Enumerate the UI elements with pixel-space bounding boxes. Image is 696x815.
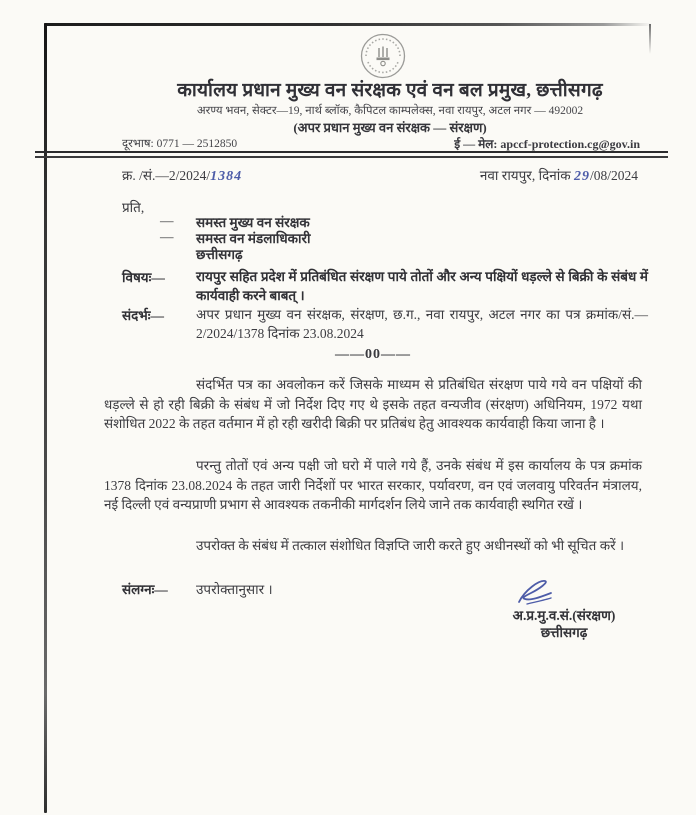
recipient-item: समस्त वन मंडलाधिकारी <box>196 231 311 246</box>
office-address: अरण्य भवन, सेक्टर—19, नार्थ ब्लॉक, कैपिटल काम्पलेक्स, नवा रायपुर, अटल नगर — 492002 <box>196 105 584 117</box>
section-separator: ——00—— <box>335 347 411 362</box>
header-divider <box>35 151 668 158</box>
recipient-bullet: — <box>160 213 174 228</box>
phone-number: दूरभाष: 0771 — 2512850 <box>122 138 238 150</box>
email-address: ई — मेल: apccf-protection.cg@gov.in <box>454 137 640 151</box>
letter-number <box>122 166 242 185</box>
letter-number-prefix: क्र. /सं.—2/2024/ <box>122 168 211 183</box>
subject-text: रायपुर सहित प्रदेश में प्रतिबंधित संरक्षण पाये तोतों और अन्य पक्षियों धड़ल्ले से बिक्री के संबंध में कार्यवाही करने बाबत् । <box>196 269 648 303</box>
recipient-item: समस्त मुख्य वन संरक्षक <box>196 215 310 230</box>
enclosure-text: उपरोक्तानुसार । <box>196 582 273 597</box>
reference-label: संदर्भः— <box>122 308 165 323</box>
scan-edge-top <box>44 23 652 26</box>
scan-edge-corner <box>649 24 651 54</box>
scan-edge-left <box>44 23 47 813</box>
recipient-bullet: — <box>160 229 174 244</box>
office-title: कार्यालय प्रधान मुख्य वन संरक्षक एवं वन बल प्रमुख, छत्तीसगढ़ <box>177 80 603 101</box>
place-date-prefix: नवा रायपुर, दिनांक <box>479 168 574 183</box>
letter-number-handwritten: 1384 <box>210 169 243 184</box>
date-rest: /08/2024 <box>589 168 638 183</box>
sub-office-title: (अपर प्रधान मुख्य वन संरक्षक — संरक्षण) <box>293 120 487 135</box>
place-and-date <box>480 166 638 185</box>
reference-text: अपर प्रधान मुख्य वन संरक्षक, संरक्षण, छ.ग., नवा रायपुर, अटल नगर का पत्र क्रमांक/सं.—2/2024/1378 दिनांक 23.08.2024 <box>196 307 648 341</box>
national-emblem-icon <box>358 31 408 81</box>
enclosure-label: संलग्नः— <box>122 582 168 597</box>
signatory-designation: अ.प्र.मु.व.सं.(संरक्षण) <box>512 608 616 623</box>
signatory-region: छत्तीसगढ़ <box>540 625 588 640</box>
recipient-region: छत्तीसगढ़ <box>196 247 243 262</box>
date-day-handwritten: 29 <box>573 169 590 184</box>
subject-label: विषयः— <box>122 270 165 285</box>
body-paragraph-3: उपरोक्त के संबंध में तत्काल संशोधित विज्ञप्ति जारी करते हुए अधीनस्थों को भी सूचित करें । <box>196 538 625 553</box>
recipients-label: प्रति, <box>122 200 145 215</box>
body-paragraph-2: परन्तु तोतों एवं अन्य पक्षी जो घरो में पाले गये हैं, उनके संबंध में इस कार्यालय के पत्र क्रमांक 1378 दिनांक 23.08.2024 के तहत जारी निर्देशों पर भारत सरकार, पर्यावरण, वन एवं जलवायु परिवर्तन मंत्रालय, नई दिल्ली एवं वन्यप्राणी प्रभाग से आवश्यक तकनीकी मार्गदर्शन लिये जाने तक कार्यवाही स्थगित रखें । <box>104 458 642 512</box>
body-paragraph-1: संदर्भित पत्र का अवलोकन करें जिसके माध्यम से प्रतिबंधित संरक्षण पाये गये वन पक्षियों की धड़ल्ले से हो रही बिक्री के संबंध में जो निर्देश दिए गए थे इसके तहत वन्यजीव (संरक्षण) अधिनियम, 1972 यथा संशोधित 2022 के तहत वर्तमान में हो रही खरीदी बिक्री पर प्रतिबंध हेतु आवश्यक कार्यवाही किया जाना है । <box>104 377 642 431</box>
